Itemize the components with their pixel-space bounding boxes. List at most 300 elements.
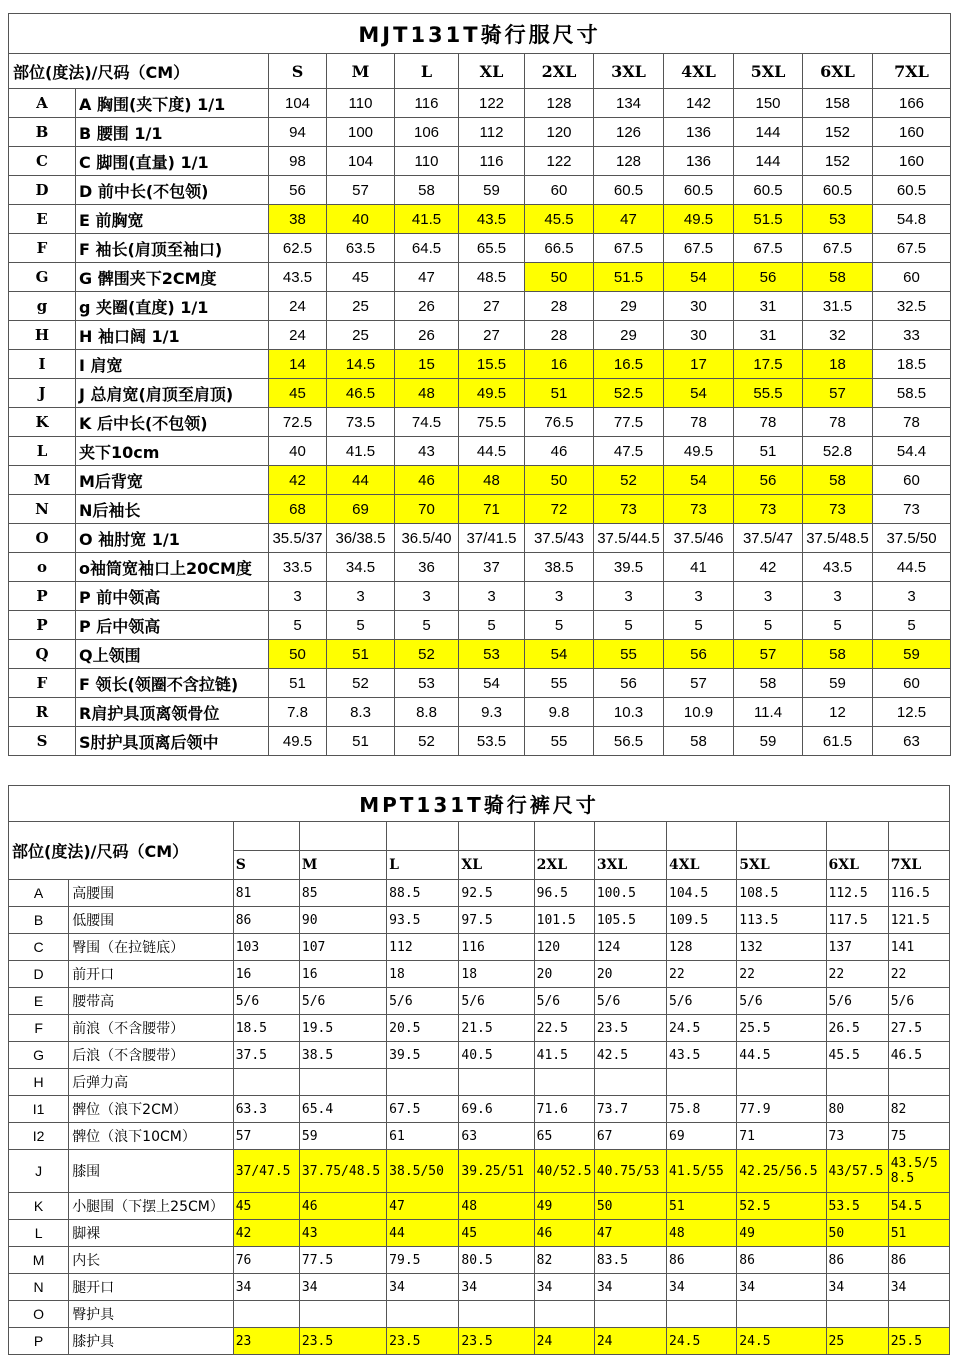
measurement-value: 58 xyxy=(803,640,873,669)
measurement-value: 58 xyxy=(803,263,873,292)
measurement-value: 60 xyxy=(873,466,951,495)
measurement-value: 152 xyxy=(803,147,873,176)
measurement-value: 82 xyxy=(888,1096,949,1123)
measurement-value: 3 xyxy=(803,582,873,611)
measurement-value: 107 xyxy=(299,934,386,961)
measurement-value: 49 xyxy=(534,1193,594,1220)
table-row xyxy=(9,553,951,582)
measurement-value: 5 xyxy=(269,611,327,640)
measurement-value: 78 xyxy=(873,408,951,437)
row-code: K xyxy=(9,1193,69,1220)
measurement-value: 112 xyxy=(387,934,459,961)
measurement-value: 86 xyxy=(888,1247,949,1274)
measurement-value: 43.5 xyxy=(269,263,327,292)
measurement-value: 36/38.5 xyxy=(327,524,395,553)
measurement-value: 18 xyxy=(459,961,534,988)
measurement-value: 108.5 xyxy=(737,880,826,907)
measurement-value: 5/6 xyxy=(299,988,386,1015)
measurement-value: 116.5 xyxy=(888,880,949,907)
measurement-value: 31 xyxy=(734,321,803,350)
measurement-value: 100 xyxy=(327,118,395,147)
measurement-value: 40/52.5 xyxy=(534,1150,594,1193)
measurement-value xyxy=(459,1069,534,1096)
measurement-value: 42.25/56.5 xyxy=(737,1150,826,1193)
measurement-value: 78 xyxy=(734,408,803,437)
measurement-value: 37/47.5 xyxy=(233,1150,299,1193)
pants-header-label: 部位(度法)/尺码（CM） xyxy=(9,822,234,880)
measurement-value: 53 xyxy=(395,669,459,698)
measurement-value: 67.5 xyxy=(734,234,803,263)
measurement-value: 69 xyxy=(327,495,395,524)
row-code: B xyxy=(9,907,69,934)
measurement-value: 77.5 xyxy=(299,1247,386,1274)
measurement-value: 41.5 xyxy=(534,1042,594,1069)
row-code: J xyxy=(9,1150,69,1193)
measurement-value: 50 xyxy=(826,1220,888,1247)
measurement-value: 42 xyxy=(233,1220,299,1247)
row-code: B xyxy=(9,118,76,147)
measurement-value: 34 xyxy=(667,1274,737,1301)
measurement-value: 69 xyxy=(667,1123,737,1150)
measurement-value: 25 xyxy=(327,292,395,321)
measurement-value: 86 xyxy=(667,1247,737,1274)
measurement-value: 63.5 xyxy=(327,234,395,263)
measurement-value: 47 xyxy=(387,1193,459,1220)
measurement-value xyxy=(594,1301,666,1328)
measurement-value: 26 xyxy=(395,292,459,321)
measurement-value: 16.5 xyxy=(594,350,664,379)
measurement-value: 7.8 xyxy=(269,698,327,727)
measurement-value: 38.5 xyxy=(299,1042,386,1069)
measurement-value: 12.5 xyxy=(873,698,951,727)
measurement-value: 30 xyxy=(664,321,734,350)
header-blank-cell xyxy=(667,822,737,851)
row-measurement-name: 髀位（浪下2CM） xyxy=(69,1096,234,1123)
measurement-value: 142 xyxy=(664,89,734,118)
measurement-value: 110 xyxy=(327,89,395,118)
measurement-value: 120 xyxy=(525,118,594,147)
size-header-3xl: 3XL xyxy=(594,54,664,89)
row-measurement-name: 髀位（浪下10CM） xyxy=(69,1123,234,1150)
measurement-value: 5/6 xyxy=(233,988,299,1015)
measurement-value: 73.5 xyxy=(327,408,395,437)
row-code: F xyxy=(9,669,76,698)
measurement-value: 29 xyxy=(594,321,664,350)
measurement-value: 152 xyxy=(803,118,873,147)
measurement-value: 20 xyxy=(534,961,594,988)
measurement-value: 46 xyxy=(299,1193,386,1220)
measurement-value: 104 xyxy=(269,89,327,118)
measurement-value: 73 xyxy=(826,1123,888,1150)
measurement-value: 41.5 xyxy=(395,205,459,234)
row-measurement-name: H 袖口阔 1/1 xyxy=(76,321,269,350)
measurement-value: 37.5/43 xyxy=(525,524,594,553)
measurement-value: 52 xyxy=(594,466,664,495)
measurement-value: 63 xyxy=(873,727,951,756)
measurement-value: 120 xyxy=(534,934,594,961)
measurement-value: 70 xyxy=(395,495,459,524)
row-code: A xyxy=(9,880,69,907)
measurement-value: 5/6 xyxy=(387,988,459,1015)
measurement-value: 14 xyxy=(269,350,327,379)
row-code: K xyxy=(9,408,76,437)
measurement-value: 45.5 xyxy=(826,1042,888,1069)
measurement-value: 128 xyxy=(667,934,737,961)
measurement-value: 18.5 xyxy=(873,350,951,379)
measurement-value: 136 xyxy=(664,118,734,147)
header-blank-cell xyxy=(233,822,299,851)
measurement-value: 57 xyxy=(803,379,873,408)
measurement-value xyxy=(233,1069,299,1096)
size-header-m: M xyxy=(327,54,395,89)
measurement-value: 21.5 xyxy=(459,1015,534,1042)
measurement-value: 43.5 xyxy=(803,553,873,582)
measurement-value: 54.8 xyxy=(873,205,951,234)
measurement-value xyxy=(667,1301,737,1328)
measurement-value: 37.5/48.5 xyxy=(803,524,873,553)
measurement-value: 60 xyxy=(873,669,951,698)
row-code: O xyxy=(9,524,76,553)
measurement-value: 42 xyxy=(734,553,803,582)
measurement-value: 51.5 xyxy=(594,263,664,292)
measurement-value: 5 xyxy=(459,611,525,640)
row-code: M xyxy=(9,1247,69,1274)
measurement-value: 47 xyxy=(594,1220,666,1247)
measurement-value: 37.5/47 xyxy=(734,524,803,553)
row-code: C xyxy=(9,934,69,961)
measurement-value: 9.3 xyxy=(459,698,525,727)
measurement-value: 5 xyxy=(594,611,664,640)
row-code: o xyxy=(9,553,76,582)
measurement-value: 158 xyxy=(803,89,873,118)
measurement-value: 124 xyxy=(594,934,666,961)
measurement-value: 45.5 xyxy=(525,205,594,234)
measurement-value: 40 xyxy=(327,205,395,234)
measurement-value: 67.5 xyxy=(873,234,951,263)
measurement-value: 5/6 xyxy=(888,988,949,1015)
size-header-s: S xyxy=(269,54,327,89)
measurement-value: 73 xyxy=(803,495,873,524)
measurement-value: 63 xyxy=(459,1123,534,1150)
row-code: Q xyxy=(9,640,76,669)
measurement-value: 34 xyxy=(299,1274,386,1301)
table-row xyxy=(9,907,950,934)
measurement-value: 76.5 xyxy=(525,408,594,437)
measurement-value: 51 xyxy=(734,437,803,466)
header-blank-cell xyxy=(594,822,666,851)
measurement-value: 24 xyxy=(534,1328,594,1355)
measurement-value: 47 xyxy=(395,263,459,292)
row-measurement-name: g 夹圈(直度) 1/1 xyxy=(76,292,269,321)
measurement-value: 34 xyxy=(534,1274,594,1301)
measurement-value xyxy=(737,1069,826,1096)
measurement-value: 52.8 xyxy=(803,437,873,466)
measurement-value: 34.5 xyxy=(327,553,395,582)
measurement-value: 18 xyxy=(387,961,459,988)
measurement-value: 100.5 xyxy=(594,880,666,907)
measurement-value: 50 xyxy=(525,263,594,292)
measurement-value: 76 xyxy=(233,1247,299,1274)
measurement-value: 73 xyxy=(734,495,803,524)
table-row xyxy=(9,1328,950,1355)
measurement-value: 14.5 xyxy=(327,350,395,379)
header-blank-cell xyxy=(299,822,386,851)
measurement-value: 71 xyxy=(459,495,525,524)
measurement-value: 50 xyxy=(525,466,594,495)
measurement-value: 57 xyxy=(664,669,734,698)
measurement-value: 18.5 xyxy=(233,1015,299,1042)
table-row xyxy=(9,934,950,961)
measurement-value: 5/6 xyxy=(667,988,737,1015)
row-measurement-name: 高腰围 xyxy=(69,880,234,907)
measurement-value: 62.5 xyxy=(269,234,327,263)
measurement-value: 113.5 xyxy=(737,907,826,934)
table-row xyxy=(9,1301,950,1328)
row-code: G xyxy=(9,1042,69,1069)
measurement-value: 128 xyxy=(594,147,664,176)
measurement-value: 17 xyxy=(664,350,734,379)
measurement-value: 71 xyxy=(737,1123,826,1150)
measurement-value: 52 xyxy=(395,727,459,756)
table-row xyxy=(9,379,951,408)
row-measurement-name: K 后中长(不包领) xyxy=(76,408,269,437)
row-measurement-name: D 前中长(不包领) xyxy=(76,176,269,205)
measurement-value: 72.5 xyxy=(269,408,327,437)
measurement-value: 59 xyxy=(803,669,873,698)
measurement-value: 41 xyxy=(664,553,734,582)
row-measurement-name: 脚裸 xyxy=(69,1220,234,1247)
measurement-value: 83.5 xyxy=(594,1247,666,1274)
row-measurement-name: N后袖长 xyxy=(76,495,269,524)
size-header-2xl: 2XL xyxy=(525,54,594,89)
measurement-value xyxy=(534,1069,594,1096)
measurement-value: 105.5 xyxy=(594,907,666,934)
measurement-value: 3 xyxy=(269,582,327,611)
measurement-value: 82 xyxy=(534,1247,594,1274)
row-measurement-name: O 袖肘宽 1/1 xyxy=(76,524,269,553)
measurement-value: 51 xyxy=(667,1193,737,1220)
measurement-value: 48 xyxy=(459,1193,534,1220)
measurement-value: 53.5 xyxy=(826,1193,888,1220)
measurement-value: 24.5 xyxy=(667,1328,737,1355)
measurement-value: 116 xyxy=(459,934,534,961)
size-header-4xl: 4XL xyxy=(664,54,734,89)
measurement-value: 37.5/46 xyxy=(664,524,734,553)
table-row xyxy=(9,698,951,727)
table-row xyxy=(9,1193,950,1220)
measurement-value: 34 xyxy=(826,1274,888,1301)
measurement-value: 32.5 xyxy=(873,292,951,321)
measurement-value: 61.5 xyxy=(803,727,873,756)
measurement-value xyxy=(387,1069,459,1096)
row-measurement-name: Q上领围 xyxy=(76,640,269,669)
measurement-value: 60.5 xyxy=(734,176,803,205)
row-code: L xyxy=(9,1220,69,1247)
measurement-value: 58 xyxy=(395,176,459,205)
measurement-value: 38.5/50 xyxy=(387,1150,459,1193)
measurement-value: 49.5 xyxy=(459,379,525,408)
table-row xyxy=(9,466,951,495)
measurement-value: 44 xyxy=(327,466,395,495)
measurement-value: 61 xyxy=(387,1123,459,1150)
measurement-value: 24.5 xyxy=(667,1015,737,1042)
measurement-value: 73 xyxy=(664,495,734,524)
measurement-value: 55.5 xyxy=(734,379,803,408)
table-row xyxy=(9,640,951,669)
table-row xyxy=(9,1220,950,1247)
measurement-value: 72 xyxy=(525,495,594,524)
measurement-value: 67.5 xyxy=(664,234,734,263)
measurement-value: 43.5 xyxy=(459,205,525,234)
measurement-value: 24 xyxy=(594,1328,666,1355)
pants-size-table xyxy=(8,785,950,1355)
measurement-value: 5 xyxy=(873,611,951,640)
measurement-value: 42 xyxy=(269,466,327,495)
measurement-value: 25 xyxy=(826,1328,888,1355)
size-header-6xl: 6XL xyxy=(803,54,873,89)
measurement-value: 46 xyxy=(525,437,594,466)
measurement-value: 110 xyxy=(395,147,459,176)
row-code: L xyxy=(9,437,76,466)
measurement-value xyxy=(459,1301,534,1328)
measurement-value: 52 xyxy=(395,640,459,669)
row-measurement-name: R肩护具顶离领骨位 xyxy=(76,698,269,727)
measurement-value: 10.9 xyxy=(664,698,734,727)
size-header-5xl: 5XL xyxy=(734,54,803,89)
measurement-value: 58 xyxy=(803,466,873,495)
measurement-value: 3 xyxy=(327,582,395,611)
measurement-value: 63.3 xyxy=(233,1096,299,1123)
measurement-value: 43/57.5 xyxy=(826,1150,888,1193)
measurement-value: 45 xyxy=(233,1193,299,1220)
measurement-value: 55 xyxy=(525,727,594,756)
measurement-value: 117.5 xyxy=(826,907,888,934)
measurement-value: 3 xyxy=(664,582,734,611)
measurement-value: 150 xyxy=(734,89,803,118)
measurement-value: 28 xyxy=(525,321,594,350)
measurement-value: 5/6 xyxy=(534,988,594,1015)
jacket-size-table xyxy=(8,13,951,756)
measurement-value: 49.5 xyxy=(269,727,327,756)
measurement-value: 33.5 xyxy=(269,553,327,582)
measurement-value: 43 xyxy=(395,437,459,466)
measurement-value: 97.5 xyxy=(459,907,534,934)
measurement-value xyxy=(888,1301,949,1328)
measurement-value: 54.4 xyxy=(873,437,951,466)
measurement-value: 17.5 xyxy=(734,350,803,379)
row-measurement-name: B 腰围 1/1 xyxy=(76,118,269,147)
measurement-value: 126 xyxy=(594,118,664,147)
measurement-value: 60 xyxy=(873,263,951,292)
header-blank-cell xyxy=(737,822,826,851)
measurement-value: 42.5 xyxy=(594,1042,666,1069)
measurement-value: 48 xyxy=(667,1220,737,1247)
row-measurement-name: 后浪（不含腰带） xyxy=(69,1042,234,1069)
measurement-value: 15 xyxy=(395,350,459,379)
measurement-value: 37.5/44.5 xyxy=(594,524,664,553)
size-header-xl: XL xyxy=(459,54,525,89)
measurement-value: 40.75/53 xyxy=(594,1150,666,1193)
measurement-value: 86 xyxy=(233,907,299,934)
measurement-value xyxy=(888,1069,949,1096)
measurement-value: 75 xyxy=(888,1123,949,1150)
measurement-value: 22 xyxy=(826,961,888,988)
measurement-value: 57 xyxy=(734,640,803,669)
row-code: N xyxy=(9,1274,69,1301)
measurement-value: 90 xyxy=(299,907,386,934)
measurement-value: 22 xyxy=(888,961,949,988)
measurement-value: 22 xyxy=(667,961,737,988)
measurement-value: 53 xyxy=(803,205,873,234)
row-measurement-name: J 总肩宽(肩顶至肩顶) xyxy=(76,379,269,408)
measurement-value: 30 xyxy=(664,292,734,321)
measurement-value: 31 xyxy=(734,292,803,321)
table-row xyxy=(9,350,951,379)
measurement-value xyxy=(534,1301,594,1328)
measurement-value: 54 xyxy=(664,379,734,408)
measurement-value: 94 xyxy=(269,118,327,147)
measurement-value: 19.5 xyxy=(299,1015,386,1042)
measurement-value: 34 xyxy=(888,1274,949,1301)
measurement-value: 45 xyxy=(459,1220,534,1247)
measurement-value: 65.5 xyxy=(459,234,525,263)
measurement-value: 48 xyxy=(459,466,525,495)
measurement-value: 20 xyxy=(594,961,666,988)
measurement-value: 80.5 xyxy=(459,1247,534,1274)
table-row xyxy=(9,495,951,524)
row-code: A xyxy=(9,89,76,118)
measurement-value: 51 xyxy=(269,669,327,698)
measurement-value: 40 xyxy=(269,437,327,466)
size-header-7xl: 7XL xyxy=(873,54,951,89)
row-measurement-name: 后弹力高 xyxy=(69,1069,234,1096)
measurement-value: 39.5 xyxy=(387,1042,459,1069)
measurement-value: 26 xyxy=(395,321,459,350)
measurement-value: 25 xyxy=(327,321,395,350)
size-header-xl: XL xyxy=(459,851,534,880)
table-row xyxy=(9,961,950,988)
measurement-value: 54 xyxy=(664,263,734,292)
measurement-value: 37 xyxy=(459,553,525,582)
measurement-value: 3 xyxy=(734,582,803,611)
measurement-value: 41.5 xyxy=(327,437,395,466)
measurement-value: 69.6 xyxy=(459,1096,534,1123)
measurement-value: 78 xyxy=(803,408,873,437)
measurement-value: 67 xyxy=(594,1123,666,1150)
header-blank-cell xyxy=(459,822,534,851)
measurement-value: 52 xyxy=(327,669,395,698)
measurement-value: 41.5/55 xyxy=(667,1150,737,1193)
size-header-m: M xyxy=(299,851,386,880)
measurement-value: 134 xyxy=(594,89,664,118)
measurement-value: 86 xyxy=(826,1247,888,1274)
measurement-value: 51 xyxy=(888,1220,949,1247)
measurement-value: 31.5 xyxy=(803,292,873,321)
measurement-value: 93.5 xyxy=(387,907,459,934)
measurement-value: 20.5 xyxy=(387,1015,459,1042)
measurement-value: 103 xyxy=(233,934,299,961)
row-measurement-name: F 领长(领圈不含拉链) xyxy=(76,669,269,698)
measurement-value: 58 xyxy=(734,669,803,698)
measurement-value: 27 xyxy=(459,321,525,350)
row-measurement-name: 膝护具 xyxy=(69,1328,234,1355)
table-row xyxy=(9,234,951,263)
measurement-value: 23.5 xyxy=(594,1015,666,1042)
measurement-value: 46 xyxy=(395,466,459,495)
measurement-value: 132 xyxy=(737,934,826,961)
measurement-value: 88.5 xyxy=(387,880,459,907)
measurement-value: 75.8 xyxy=(667,1096,737,1123)
